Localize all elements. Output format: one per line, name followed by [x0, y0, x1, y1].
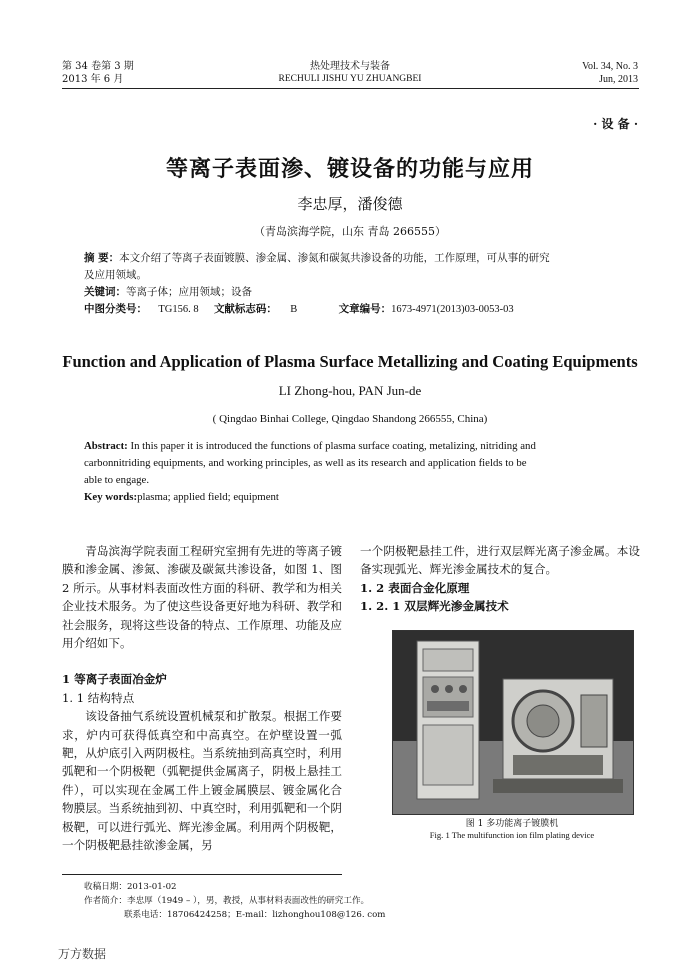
- header-volume-en: Vol. 34, No. 3: [582, 61, 638, 72]
- heading-section-1-2: 1. 2 表面合金化原理: [360, 580, 470, 595]
- abstract-cn-line1: 本文介绍了等离子表面镀膜、渗金属、渗氮和碳氮共渗设备的功能，工作原理，可从事的研究: [119, 252, 550, 264]
- keywords-cn-label: 关键词：: [84, 286, 126, 298]
- clc-label: 中图分类号：: [84, 303, 147, 315]
- intro-paragraph: 青岛滨海学院表面工程研究室拥有先进的等离子镀膜和渗金属、渗氮、渗碳及碳氮共渗设备，如图 1、图 2 所示。从事材料表面改性方面的科研、教学和为相关企业技术服务。为了使这些设备更好地为科研、教学和社会服务，现将这些设备的特点、工作原理、功能及应用介绍如下。: [62, 544, 342, 651]
- heading-section-1: 1 等离子表面冶金炉: [62, 672, 167, 687]
- section-tag: · 设 备 ·: [593, 117, 638, 131]
- author-bio: 作者简介：李忠厚（1949 – ），男，教授，从事材料表面改性的研究工作。: [84, 896, 370, 906]
- header-date: 2013 年 6 月: [62, 74, 124, 85]
- header-volume: 第 34 卷第 3 期: [62, 61, 134, 72]
- header-rule: [62, 88, 639, 89]
- abstract-cn-line2: 及应用领域。: [84, 269, 147, 281]
- doc-code-value: B: [290, 304, 298, 315]
- abstract-en-line2: carbonnitriding equipments, and working principles, as well as its research and application fields to be: [84, 457, 527, 469]
- abstract-en-line1: In this paper it is introduced the functions of plasma surface coating, metalizing, nitriding and: [130, 440, 536, 452]
- figure-1-caption-cn: 图 1 多功能离子镀膜机: [465, 819, 559, 829]
- affiliation-cn: （青岛滨海学院，山东 青岛 266555）: [254, 225, 446, 238]
- received-date: 收稿日期：2013-01-02: [84, 882, 177, 892]
- title-cn: 等离子表面渗、镀设备的功能与应用: [165, 156, 534, 182]
- structure-paragraph: 该设备抽气系统设置机械泵和扩散泵。根据工作要求，炉内可获得低真空和中高真空。在炉壁设置一弧靶，从炉底引入两阴极柱。当系统抽到高真空时，利用弧靶和一个阴极靶（弧靶提供金属离子，阴极上悬挂工件），可以实现在金属工件上镀金属膜层、镀金属化合物膜层。当系统抽到初、中真空时，利用弧靶和一个阴极靶，可以进行弧光、辉光渗金属。利用两个阴极靶，一个阴极靶悬挂欲渗金属，另: [62, 709, 342, 853]
- authors-en: LI Zhong-hou, PAN Jun-de: [278, 383, 422, 398]
- article-no-label: 文章编号：: [338, 303, 392, 315]
- continuation-paragraph: 一个阴极靶悬挂工件，进行双层辉光离子渗金属。本设备实现弧光、辉光渗金属技术的复合。: [360, 544, 640, 577]
- article-no-value: 1673-4971(2013)03-0053-03: [391, 304, 514, 315]
- abstract-cn-label: 摘 要：: [84, 252, 120, 264]
- heading-section-1-2-1: 1. 2. 1 双层辉光渗金属技术: [360, 599, 509, 614]
- abstract-cn: [84, 250, 624, 318]
- contact-info: 联系电话：18706424258；E-mail：lizhonghou108@126. com: [124, 910, 386, 920]
- ion-plating-device-illustration: [393, 631, 633, 814]
- keywords-en: plasma; applied field; equipment: [137, 491, 279, 503]
- journal-title-pinyin: RECHULI JISHU YU ZHUANGBEI: [278, 74, 422, 84]
- header-date-en: Jun, 2013: [599, 74, 638, 85]
- keywords-cn: 等离子体；应用领域；设备: [126, 286, 252, 298]
- figure-1-caption-en: Fig. 1 The multifunction ion film plating device: [429, 830, 595, 840]
- wanfang-watermark: 万方数据: [58, 947, 107, 961]
- abstract-en-line3: able to engage.: [84, 474, 150, 486]
- body-left-column: [62, 542, 342, 855]
- abstract-en-label: Abstract:: [84, 440, 128, 452]
- abstract-en: [84, 438, 624, 506]
- title-en: Function and Application of Plasma Surface Metallizing and Coating Equipments: [62, 352, 638, 371]
- figure-1-photo: [392, 630, 634, 815]
- body-right-column: [360, 542, 640, 616]
- journal-title-cn: 热处理技术与装备: [310, 61, 390, 72]
- footnote-rule: [62, 874, 342, 875]
- affiliation-en: ( Qingdao Binhai College, Qingdao Shandong 266555, China): [212, 413, 488, 425]
- footnote: [84, 880, 644, 922]
- doc-code-label: 文献标志码：: [213, 303, 277, 315]
- heading-section-1-1: 1. 1 结构特点: [62, 690, 135, 705]
- keywords-en-label: Key words:: [84, 491, 138, 503]
- authors-cn: 李忠厚，潘俊德: [297, 195, 403, 213]
- clc-value: TG156. 8: [158, 304, 199, 315]
